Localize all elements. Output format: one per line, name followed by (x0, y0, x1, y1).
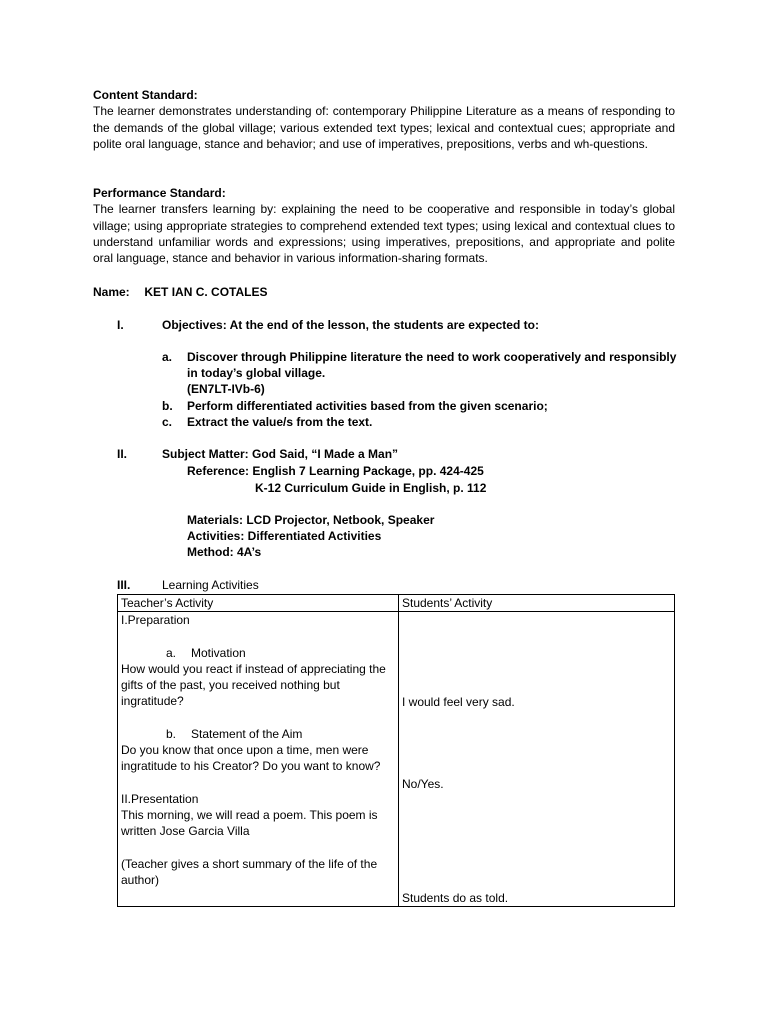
objective-b-text: Perform differentiated activities based from the given scenario; (187, 399, 548, 413)
subject-matter-heading: Subject Matter: God Said, “I Made a Man” (162, 447, 399, 461)
presentation-heading: II.Presentation (121, 791, 199, 806)
performance-standard-text: The learner transfers learning by: explaining the need to be cooperative and responsible in today’s global village; using appropriate strategies to comprehend extended text types; using lexical and contextual clues to understand unfamiliar words and expressions; using imperatives, prepositions, and appropriate and polite oral language, stance and behavior in various information-sharing formats. (93, 202, 675, 266)
activities: Activities: Differentiated Activities (187, 529, 382, 543)
students-activity-header: Students’ Activity (399, 595, 675, 612)
name-value: KET IAN C. COTALES (144, 285, 268, 299)
objective-b (162, 398, 548, 414)
objective-c (162, 414, 372, 430)
learning-activities-heading: Learning Activities (162, 578, 259, 592)
reference-label: Reference: (187, 464, 250, 478)
learning-activities-numeral: III. (117, 578, 131, 592)
name-label: Name: (93, 285, 130, 299)
presentation-text: This morning, we will read a poem. This poem is written Jose Garcia Villa (121, 807, 378, 839)
performance-standard-heading: Performance Standard: (93, 186, 226, 200)
performance-standard (93, 185, 675, 266)
objective-a-letter: a. (162, 350, 173, 364)
preparation-heading: I.Preparation (121, 613, 190, 628)
method: Method: 4A’s (187, 545, 262, 559)
students-activity-cell (399, 612, 675, 907)
teacher-activity-cell (118, 612, 399, 907)
teacher-activity-header: Teacher’s Activity (118, 595, 399, 612)
objective-a-line-1: Discover through Philippine literature the need to work cooperatively and responsibly (187, 350, 677, 364)
objectives-numeral: I. (117, 318, 124, 332)
objective-c-letter: c. (162, 415, 173, 429)
table-row (118, 612, 675, 907)
objective-b-letter: b. (162, 399, 173, 413)
aim-question: Do you know that once upon a time, men were ingratitude to his Creator? Do you want to know? (121, 743, 381, 774)
student-answer-2: No/Yes. (402, 777, 444, 792)
objective-c-text: Extract the value/s from the text. (187, 415, 373, 429)
objectives-heading: Objectives: At the end of the lesson, the students are expected to: (162, 318, 539, 332)
objective-a-line-2: in today’s global village. (187, 366, 326, 380)
objective-a (162, 349, 676, 365)
content-standard-text: The learner demonstrates understanding of: contemporary Philippine Literature as a means of responding to the demands of the global village; various extended text types; lexical and contextual cues; appropriate and polite oral language, stance and behavior; and use of imperatives, prepositions, verbs and wh-questions. (93, 104, 675, 151)
subject-matter-numeral: II. (117, 447, 128, 461)
table-header-row (118, 595, 675, 612)
summary-text: (Teacher gives a short summary of the life of the author) (121, 856, 378, 887)
student-answer-1: I would feel very sad. (402, 695, 515, 710)
learning-activities-table (117, 594, 675, 907)
motivation-question: How would you react if instead of appreciating the gifts of the past, you received nothing but ingratitude? (121, 661, 386, 709)
reference-1: English 7 Learning Package, pp. 424-425 (252, 464, 484, 478)
content-standard-heading: Content Standard: (93, 88, 198, 102)
student-answer-3: Students do as told. (402, 891, 509, 906)
aim-heading: b. Statement of the Aim (166, 726, 303, 741)
reference-2: K-12 Curriculum Guide in English, p. 112 (255, 481, 487, 495)
objective-a-line-3: (EN7LT-IVb-6) (187, 382, 265, 396)
motivation-heading: a. Motivation (166, 645, 246, 660)
reference-line (187, 463, 484, 479)
student-name (93, 284, 268, 300)
materials: Materials: LCD Projector, Netbook, Speaker (187, 513, 435, 527)
content-standard (93, 87, 675, 152)
